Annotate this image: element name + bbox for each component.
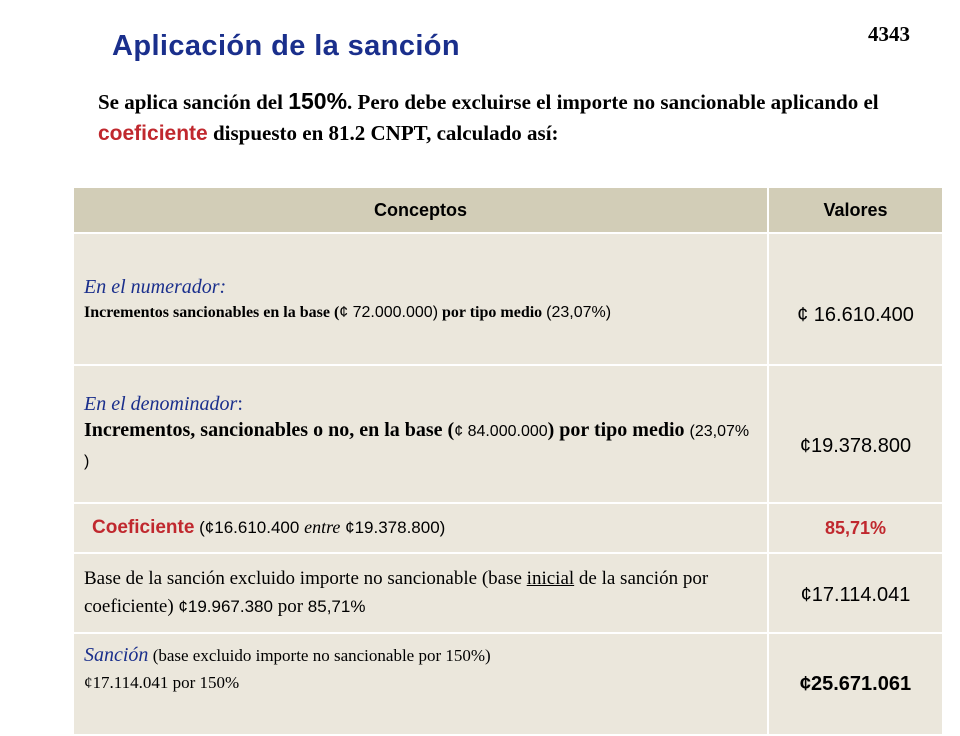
intro-text-3: dispuesto en 81.2 CNPT, calculado así: xyxy=(207,121,559,145)
table-row-base xyxy=(73,553,943,633)
denominador-label xyxy=(84,393,757,416)
slide-number: 4343 xyxy=(868,22,910,46)
numerador-rate: (23,07%) xyxy=(546,304,612,321)
value-coeficiente xyxy=(768,503,943,553)
table-header-row xyxy=(73,187,943,233)
intro-coeficiente: coeficiente xyxy=(98,122,208,145)
denominador-text xyxy=(84,416,757,476)
concept-cell xyxy=(73,233,768,365)
header-valores: Valores xyxy=(768,187,943,233)
value-base: ¢17.114.041 xyxy=(768,553,943,633)
intro-text-1: Se aplica sanción del xyxy=(98,90,289,114)
intro-paragraph xyxy=(98,86,898,149)
value-denominador: ¢19.378.800 xyxy=(768,365,943,503)
sancion-lead: Sanción xyxy=(84,644,149,666)
base-underlined: inicial xyxy=(526,568,575,589)
table-row-denominador xyxy=(73,365,943,503)
sancion-text-b: ¢17.114.041 por 150% xyxy=(84,673,240,692)
denominador-lead: En el denominador xyxy=(84,392,238,415)
coeficiente-label: Coeficiente xyxy=(92,517,195,538)
coeficiente-entre: entre xyxy=(304,517,341,537)
value-numerador: ¢ 16.610.400 xyxy=(768,233,943,365)
numerador-label: En el numerador: xyxy=(84,276,227,298)
numerador-text xyxy=(84,299,757,326)
base-rate: 85,71% xyxy=(307,597,366,616)
base-text-c: por xyxy=(272,596,308,617)
denominador-amount: ¢ 84.000.000 xyxy=(454,422,548,440)
numerador-text-a: Incrementos sancionables en la base ( xyxy=(84,304,340,321)
intro-percent: 150% xyxy=(288,88,348,114)
base-amount: ¢19.967.380 xyxy=(178,597,273,616)
numerador-amount: ¢ 72.000.000) xyxy=(339,304,439,321)
coeficiente-paren-a: (¢16.610.400 xyxy=(194,518,305,537)
coeficiente-value: 85,71% xyxy=(824,517,887,538)
denominador-text-b: ) por tipo medio xyxy=(547,418,690,441)
coeficiente-paren-b: ¢19.378.800) xyxy=(340,518,446,537)
intro-text-2: . Pero debe excluirse el importe no sancionable aplicando el xyxy=(347,90,879,114)
denominador-rate: (23,07% ) xyxy=(84,422,750,470)
sancion-text xyxy=(84,642,757,696)
concept-cell xyxy=(73,553,768,633)
page-title: Aplicación de la sanción xyxy=(112,30,461,62)
base-text-a: Base de la sanción excluido importe no sancionable (base xyxy=(84,568,527,589)
base-text xyxy=(84,565,757,621)
concept-cell xyxy=(73,503,768,553)
numerador-text-b: por tipo medio xyxy=(438,304,547,321)
sancion-text-a: (base excluido importe no sancionable por 150%) xyxy=(148,646,491,665)
denominador-colon: : xyxy=(237,392,243,415)
concept-cell xyxy=(73,365,768,503)
table-row-numerador xyxy=(73,233,943,365)
header-conceptos: Conceptos xyxy=(73,187,768,233)
table-row-coeficiente xyxy=(73,503,943,553)
calculation-table xyxy=(72,186,944,736)
base-text-b: de la sanción por coeficiente) xyxy=(84,568,709,617)
sancion-value: ¢25.671.061 xyxy=(799,672,912,695)
denominador-text-a: Incrementos, sancionables o no, en la base ( xyxy=(84,418,455,441)
